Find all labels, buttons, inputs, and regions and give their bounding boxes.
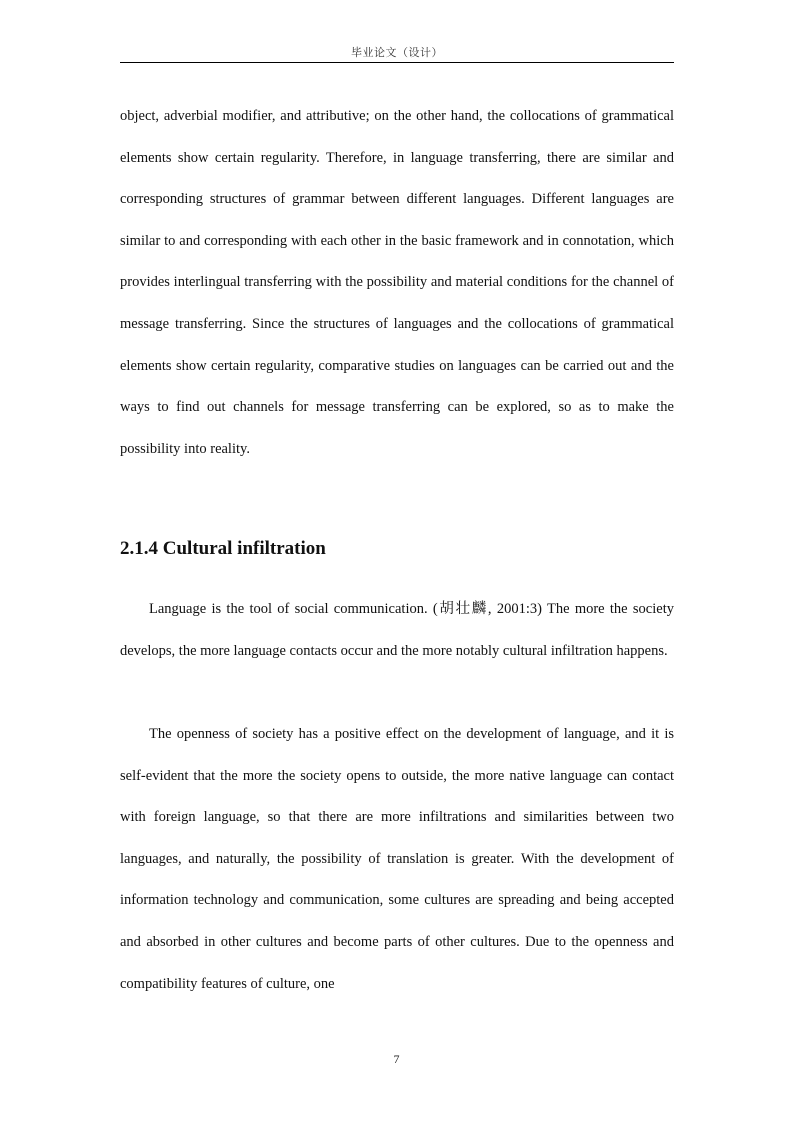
body-paragraph: Language is the tool of social communication. (胡壮麟, 2001:3) The more the society develops, the more language contacts occur and the more notably cultural infiltration happens. — [120, 601, 674, 659]
running-header: 毕业论文（设计） — [351, 46, 443, 59]
section-heading: 2.1.4 Cultural infiltration — [120, 538, 326, 559]
header-divider — [120, 62, 674, 63]
page-number: 7 — [393, 1052, 400, 1066]
body-paragraph: The openness of society has a positive effect on the development of language, and it is self-evident that the more the society opens to outside, the more native language can contact with foreign language, so that there are more infiltrations and similarities between two languages, and naturally, the possibility of translation is greater. With the development of information technology and communication, some cultures are spreading and being accepted and absorbed in other cultures and become parts of other cultures. Due to the openness and compatibility features of culture, one — [120, 726, 674, 992]
body-paragraph: object, adverbial modifier, and attributive; on the other hand, the collocations of grammatical elements show certain regularity. Therefore, in language transferring, there are similar and corresponding structures of grammar between different languages. Different languages are similar to and corresponding with each other in the basic framework and in connotation, which provides interlingual transferring with the possibility and material conditions for the channel of message transferring. Since the structures of languages and the collocations of grammatical elements show certain regularity, comparative studies on languages can be carried out and the ways to find out channels for message transferring can be explored, so as to make the possibility into reality. — [120, 108, 674, 457]
